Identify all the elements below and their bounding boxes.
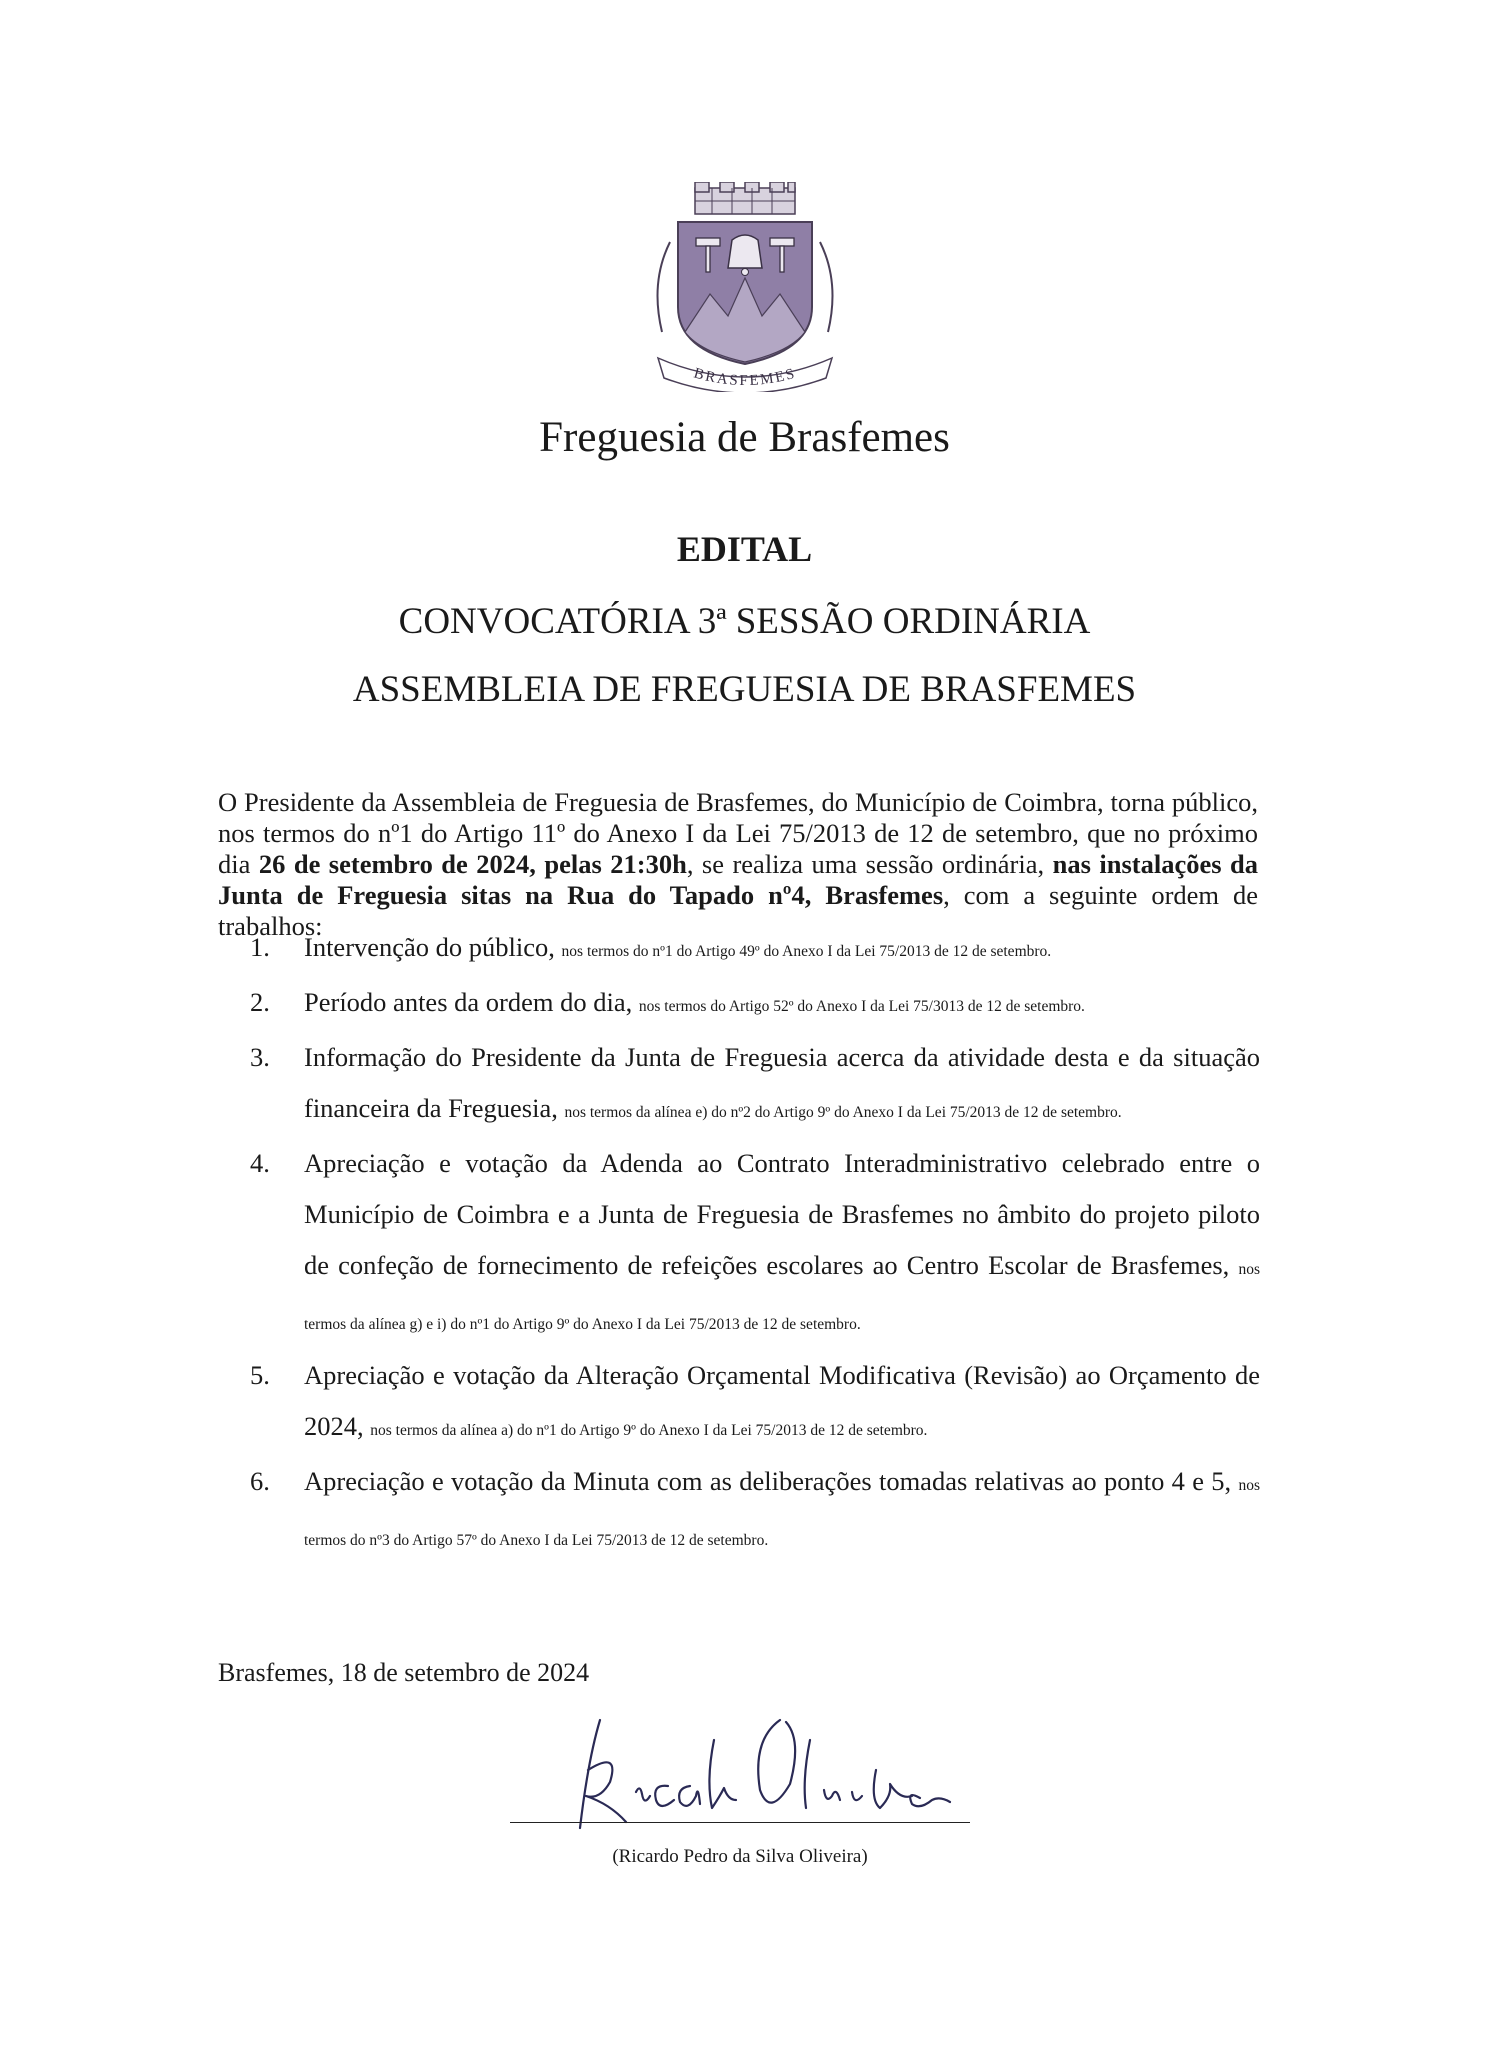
intro-text-3: , com a seguinte ordem de trabalhos: xyxy=(218,879,1258,941)
document-type: EDITAL xyxy=(676,529,813,569)
agenda-item-legal-ref: nos termos do nº3 do Artigo 57º do Anexo I da Lei 75/2013 de 12 de setembro. xyxy=(304,1477,1260,1549)
agenda-item-text: Apreciação e votação da Minuta com as deliberações tomadas relativas ao ponto 4 e 5, xyxy=(304,1466,1239,1496)
meeting-date: 26 de setembro de 2024, pelas 21:30h xyxy=(258,848,687,879)
place-and-date: Brasfemes, 18 de setembro de 2024 xyxy=(218,1658,590,1687)
agenda-item-number: 4. xyxy=(250,1148,270,1178)
coat-of-arms-icon xyxy=(640,182,850,392)
intro-text-2: , se realiza uma sessão ordinária, xyxy=(686,848,1053,879)
agenda-item xyxy=(250,1138,1260,1350)
agenda-item-legal-ref: nos termos do Artigo 52º do Anexo I da Lei 75/3013 de 12 de setembro. xyxy=(638,998,1085,1015)
agenda-list xyxy=(250,922,1260,1566)
intro-text-1: O Presidente da Assembleia de Freguesia de Brasfemes, do Município de Coimbra, torna público, nos termos do nº1 do Artigo 11º do Anexo I da Lei 75/2013 de 12 de setembro, que no próximo dia xyxy=(218,786,1258,879)
agenda-item-number: 5. xyxy=(250,1360,270,1390)
agenda-item xyxy=(250,1350,1260,1456)
signature-icon xyxy=(540,1700,960,1830)
agenda-item-text: Período antes da ordem do dia, xyxy=(304,987,639,1017)
agenda-item xyxy=(250,1456,1260,1566)
agenda-item-text: Apreciação e votação da Adenda ao Contrato Interadministrativo celebrado entre o Município de Coimbra e a Junta de Freguesia de Brasfemes no âmbito do projeto piloto de confeção de fornecimento de refeições escolares ao Centro Escolar de Brasfemes, xyxy=(304,1148,1260,1280)
agenda-item-text: Apreciação e votação da Alteração Orçamental Modificativa (Revisão) ao Orçamento de 2024, xyxy=(304,1360,1260,1441)
agenda-item-legal-ref: nos termos do nº1 do Artigo 49º do Anexo I da Lei 75/2013 de 12 de setembro. xyxy=(561,943,1052,960)
signer-name: (Ricardo Pedro da Silva Oliveira) xyxy=(612,1846,868,1867)
agenda-item xyxy=(250,922,1260,977)
organization-name: Freguesia de Brasfemes xyxy=(539,414,950,461)
agenda-item-number: 2. xyxy=(250,987,270,1017)
crest-label: BRASFEMES xyxy=(691,365,799,390)
agenda-item xyxy=(250,1032,1260,1138)
agenda-item-number: 1. xyxy=(250,932,270,962)
subtitle-assembly: ASSEMBLEIA DE FREGUESIA DE BRASFEMES xyxy=(352,669,1137,710)
agenda-item xyxy=(250,977,1260,1032)
agenda-item-number: 3. xyxy=(250,1042,270,1072)
agenda-item-text: Intervenção do público, xyxy=(304,932,562,962)
agenda-item-legal-ref: nos termos da alínea g) e i) do nº1 do Artigo 9º do Anexo I da Lei 75/2013 de 12 de setembro. xyxy=(304,1261,1260,1333)
signature-line xyxy=(510,1822,970,1823)
subtitle-session: CONVOCATÓRIA 3ª SESSÃO ORDINÁRIA xyxy=(398,601,1091,642)
agenda-item-number: 6. xyxy=(250,1466,270,1496)
agenda-item-legal-ref: nos termos da alínea e) do nº2 do Artigo 9º do Anexo I da Lei 75/2013 de 12 de setembro. xyxy=(564,1104,1122,1121)
agenda-item-legal-ref: nos termos da alínea a) do nº1 do Artigo 9º do Anexo I da Lei 75/2013 de 12 de setembro. xyxy=(370,1422,928,1439)
meeting-place: nas instalações da Junta de Freguesia sitas na Rua do Tapado nº4, Brasfemes xyxy=(218,848,1259,910)
agenda-item-text: Informação do Presidente da Junta de Freguesia acerca da atividade desta e da situação financeira da Freguesia, xyxy=(304,1042,1260,1123)
intro-paragraph xyxy=(218,787,1258,942)
